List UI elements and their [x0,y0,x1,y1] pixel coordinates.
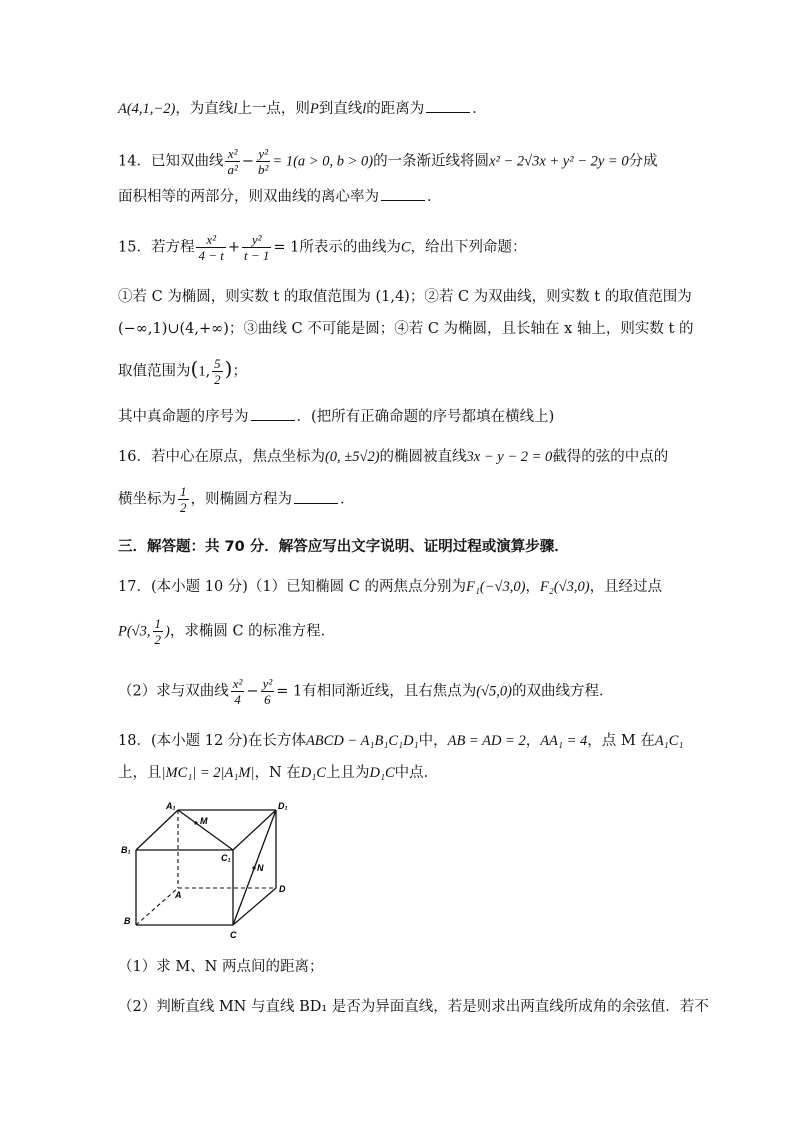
text: 到直线 [318,101,363,117]
text: 面积相等的两部分，则双曲线的离心率为 [118,189,379,205]
segment: A₁C₁ [654,733,684,749]
text: 的一条渐近线将圆 [373,153,490,170]
text: 中点． [394,765,439,781]
text: 的距离为 [366,101,425,117]
q18-part-2: （2）判断直线 MN 与直线 BD₁ 是否为异面直线，若是则求出两直线所成角的余弦值．若不 [118,999,709,1015]
equation: AB = AD = 2 [447,733,526,749]
numerator: 5 [214,356,221,371]
label-a1: A₁ [166,801,176,811]
text: ，则椭圆方程为 [190,491,292,508]
circle-equation: x² − 2√3x + y² − 2y = 0 [489,153,629,170]
denominator: 4 − t [198,248,224,263]
q14-line-2: 面积相等的两部分，则双曲线的离心率为 ． [118,186,442,208]
text: ，为直线 [175,101,234,117]
fraction [196,232,225,263]
label-a: A [175,890,182,900]
text: 16．若中心在原点，焦点坐标为 [118,449,325,465]
q14-line-1: 14．已知双曲线 $\frac{\text{x²}}{\text{a²}}$ − $\frac{\text{y²}}{\text{b²}}$ = 1(a > 0, b > 0)的一条渐近线将圆x² − 2√3x + y² − 2y = 0分成 [118,146,658,177]
answer-blank [381,186,425,201]
label-b: B [124,916,131,926]
text: 17．(本小题 10 分)（1）已知椭圆 C 的两焦点分别为 [118,579,466,595]
equation: AA₁ = 4 [540,733,588,749]
label-c1: C₁ [221,853,231,863]
text: ，给出下列命题： [410,239,527,256]
focus-f2: F₂(√3,0) [539,579,590,595]
text: 的椭圆被直线 [379,449,467,465]
paren: ( [190,356,199,381]
label-d1: D₁ [278,801,288,811]
q18-line-2 [118,762,438,784]
q18-part-1: （1）求 M、N 两点间的距离； [118,959,324,975]
text: ； [232,363,247,380]
text: 截得的弦的中点的 [552,449,669,465]
point-m [194,821,197,824]
point-n [252,866,255,869]
q18-line-1 [118,730,683,752]
paren: ) [224,356,233,381]
q17-line-3: （2）求与双曲线 $\frac{\text{x²}}{4}$ − $\frac{\text{y²}}{6}$ = 1有相同渐近线，且右焦点为(√5,0)的双曲线方程． [118,676,614,707]
text: 分成 [628,153,658,170]
focus: (0, ±5√2) [324,449,380,465]
q15-line-3: (−∞,1)∪(4,+∞)；③曲线 C 不可能是圆；④若 C 为椭圆，且长轴在 x 轴上，则实数 t 的 [118,321,694,337]
text: 上，且 [118,765,162,781]
label-c: C [230,930,237,940]
curve-c: C [400,239,411,256]
denominator: 2 [154,632,162,647]
numerator: 1 [180,484,187,499]
q17-line-1 [118,576,662,598]
fraction [261,676,275,707]
text: 上一点，则 [237,101,310,117]
text: （2）求与双曲线 [118,683,229,700]
denominator: 2 [180,500,187,515]
denominator: t − 1 [244,248,270,263]
cuboid-figure [118,800,298,945]
text: 取值范围为 [118,363,191,380]
numerator: x² [196,232,225,248]
equation: |MC₁| = 2|A₁M| [161,765,255,781]
text: ，求椭圆 C 的标准方程． [169,623,336,640]
text: 其中真命题的序号为 [118,409,249,425]
label-b1: B₁ [121,845,131,855]
text: ， [525,733,541,749]
text: 中， [418,733,448,749]
line-equation: 3x − y − 2 = 0 [466,449,553,465]
text: ，点 M 在 [587,733,655,749]
point-p: P [309,101,319,117]
q15-line-4: 取值范围为(1, $\frac{5}{2}$ )； [118,356,247,387]
text: 横坐标为 [118,491,176,508]
text: 上且为 [325,765,370,781]
label-d: D [279,884,286,894]
section-heading: 三．解答题：共 70 分．解答应写出文字说明、证明过程或演算步骤． [118,539,569,555]
text: ，N 在 [254,765,301,781]
focus-f1: F₁(−√3,0) [465,579,526,595]
q13-tail-line: A(4,1,−2)，为直线l上一点，则P到直线l的距离为 ． [118,98,487,120]
denominator: 2 [214,372,221,387]
line-l: l [362,101,367,117]
q15-line-2: ①若 C 为椭圆，则实数 t 的取值范围为 (1,4)；②若 C 为双曲线，则实数 t 的取值范围为 [118,289,692,305]
q16-line-1 [118,446,668,468]
q15-line-5 [118,406,554,428]
focus: (√5,0) [476,683,512,700]
denominator: 6 [264,692,271,707]
text: = 1所表示的曲线为 [273,239,401,256]
denominator: 4 [234,692,241,707]
fraction [178,484,189,515]
answer-blank [294,489,338,504]
text: = 1有相同渐近线，且右焦点为 [276,683,477,700]
segment: D₁C [369,765,395,781]
condition: = 1(a > 0, b > 0) [272,153,374,170]
fraction [256,146,270,177]
value: 1 [198,363,206,380]
text: ， [525,579,540,595]
fraction [153,616,164,647]
q15-line-1: 15．若方程 $\frac{\text{x²}}{4 - t}$ + $\frac{\text{y²}}{t - 1}$ = 1所表示的曲线为C，给出下列命题： [118,232,527,263]
label-n: N [257,863,264,873]
denominator: a² [227,162,238,177]
fraction [212,356,223,387]
text: 18．(本小题 12 分)在长方体 [118,733,306,749]
label-m: M [200,816,208,826]
cuboid: ABCD − A₁B₁C₁D₁ [305,733,419,749]
paren: ) [165,623,170,640]
numerator: 1 [154,616,162,631]
text: 15．若方程 [118,239,195,256]
numerator: y² [262,676,273,691]
fraction [225,146,239,177]
point-p: P(√3, [118,623,151,640]
q17-line-2 [118,616,335,647]
denominator: b² [258,162,269,177]
answer-blank [251,406,295,421]
segment: D₁C [300,765,326,781]
numerator: x² [225,146,239,162]
numerator: y² [256,146,270,162]
text: 的双曲线方程． [511,683,614,700]
answer-blank [426,98,470,113]
text: ．(把所有正确命题的序号都填在横线上) [296,409,555,425]
numerator: x² [232,676,243,691]
fraction [242,232,271,263]
line-l: l [233,101,238,117]
fraction [231,676,245,707]
numerator: y² [242,232,271,248]
text: 14．已知双曲线 [118,153,224,170]
text: ，且经过点 [589,579,663,595]
point-a: A(4,1,−2) [118,101,176,117]
q16-line-2: 横坐标为 $\frac{1}{2}$ ，则椭圆方程为 ． [118,484,355,515]
